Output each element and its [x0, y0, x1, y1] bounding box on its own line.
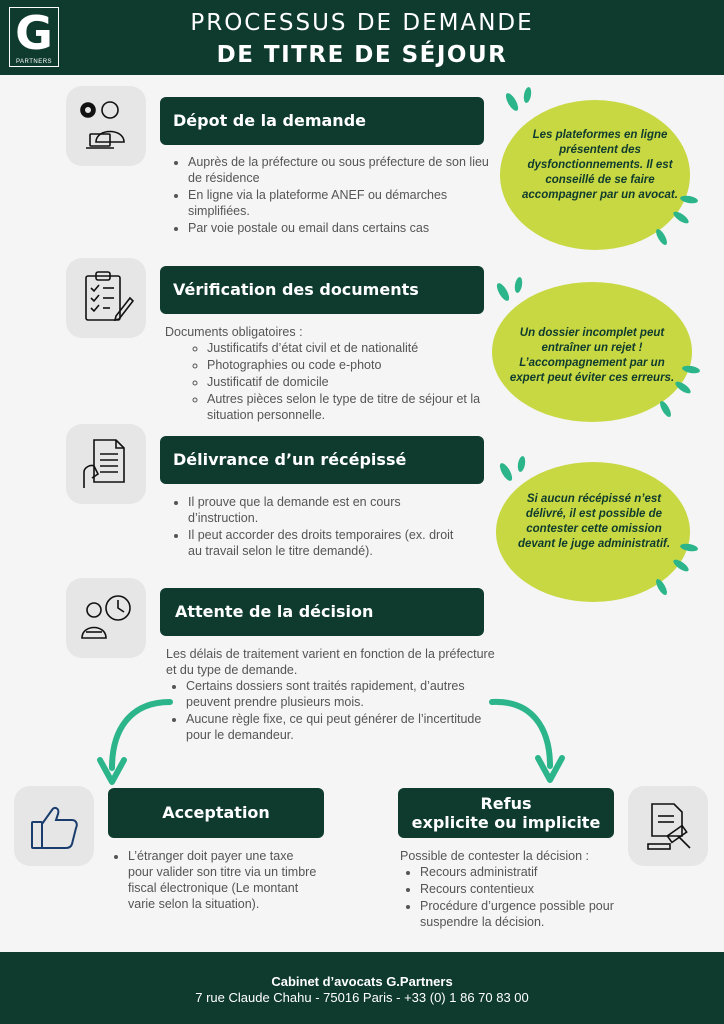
note-text-1: Les plateformes en ligne présentent des dysfonctionnements. Il est conseillé de se faire accompagner par un avocat. — [522, 129, 678, 201]
list-item: • Par voie postale ou email dans certains cas — [188, 220, 498, 236]
decor-ray — [514, 277, 524, 294]
refus-label-line2: explicite ou implicite — [411, 813, 601, 832]
list-item: • Il prouve que la demande est en cours d’instruction. — [188, 494, 468, 526]
note-text-2: Un dossier incomplet peut entraîner un rejet ! L’accompagnement par un expert peut éviter ces erreurs. — [509, 327, 675, 384]
clipboard-checklist-icon — [66, 258, 146, 338]
decor-ray — [654, 227, 669, 246]
step-recepisse-list — [168, 494, 468, 560]
logo-subtitle: PARTNERS — [15, 59, 53, 65]
person-clock-icon — [66, 578, 146, 658]
decor-ray — [504, 91, 521, 112]
list-item: • En ligne via la plateforme ANEF ou démarches simplifiées. — [188, 187, 498, 219]
decor-ray — [498, 461, 515, 482]
list-item: • Procédure d’urgence possible pour suspendre la décision. — [420, 898, 640, 930]
list-item: • Certains dossiers sont traités rapidement, d’autres peuvent prendre plusieurs mois. — [186, 678, 496, 710]
arrow-left-icon — [90, 690, 180, 790]
decor-ray — [517, 456, 527, 473]
decor-ray — [672, 209, 691, 225]
step-depot-list — [168, 154, 498, 237]
list-item: • L’étranger doit payer une taxe pour valider son titre via un timbre fiscal électronique (Le montant varie selon la situation). — [128, 848, 318, 912]
list-item: • Auprès de la préfecture ou sous préfecture de son lieu de résidence — [188, 154, 498, 186]
step-recepisse-label: Délivrance d’un récépissé — [173, 450, 407, 469]
decor-ray — [654, 577, 669, 596]
list-item: • Recours contentieux — [420, 881, 640, 897]
gavel-document-icon — [628, 786, 708, 866]
page-title-line1: PROCESSUS DE DEMANDE — [190, 10, 534, 36]
logo-letter: G — [15, 6, 53, 60]
list-item: ◦ Justificatif de domicile — [207, 374, 495, 390]
decor-ray — [523, 87, 533, 104]
list-item: • Aucune règle fixe, ce qui peut générer de l’incertitude pour le demandeur. — [186, 711, 496, 743]
footer-address: 7 rue Claude Chahu - 75016 Paris - +33 (0) 1 86 70 83 00 — [195, 990, 529, 1005]
acceptation-title — [108, 788, 324, 838]
step-verification-title — [160, 266, 484, 314]
step-depot-title — [160, 97, 484, 145]
list-item: ◦ Justificatifs d’état civil et de nationalité — [207, 340, 495, 356]
list-intro: Les délais de traitement varient en fonction de la préfecture et du type de demande. — [166, 647, 495, 677]
step-depot-label: Dépot de la demande — [173, 111, 366, 130]
note-text-3: Si aucun récépissé n’est délivré, il est possible de contester cette omission devant le juge administratif. — [517, 493, 671, 550]
refus-label-line1: Refus — [480, 794, 532, 813]
list-intro: Documents obligatoires : — [165, 325, 303, 339]
refus-title — [398, 788, 614, 838]
step-verification-list — [165, 324, 495, 424]
acceptation-label: Acceptation — [162, 803, 270, 822]
list-item: • Il peut accorder des droits temporaires (ex. droit au travail selon le titre demandé). — [188, 527, 468, 559]
step-recepisse-title — [160, 436, 484, 484]
admin-person-icon — [66, 86, 146, 166]
footer — [0, 952, 724, 1024]
list-item: ◦ Photographies ou code e-photo — [207, 357, 495, 373]
step-attente-label: Attente de la décision — [175, 602, 374, 621]
list-intro: Possible de contester la décision : — [400, 849, 589, 863]
thumbs-up-icon — [14, 786, 94, 866]
step-attente-title — [160, 588, 484, 636]
decor-ray — [495, 281, 512, 302]
step-verification-label: Vérification des documents — [173, 280, 419, 299]
footer-firm-name: Cabinet d’avocats G.Partners — [271, 974, 453, 989]
document-hand-icon — [66, 424, 146, 504]
page-title-line2: DE TITRE DE SÉJOUR — [216, 42, 508, 68]
list-item: • Recours administratif — [420, 864, 640, 880]
step-attente-list — [166, 646, 496, 744]
header — [0, 0, 724, 75]
refus-list — [400, 848, 640, 931]
arrow-right-icon — [484, 688, 574, 788]
list-item: ◦ Autres pièces selon le type de titre de séjour et la situation personnelle. — [207, 391, 495, 423]
decor-ray — [658, 399, 673, 418]
acceptation-list — [108, 848, 318, 913]
